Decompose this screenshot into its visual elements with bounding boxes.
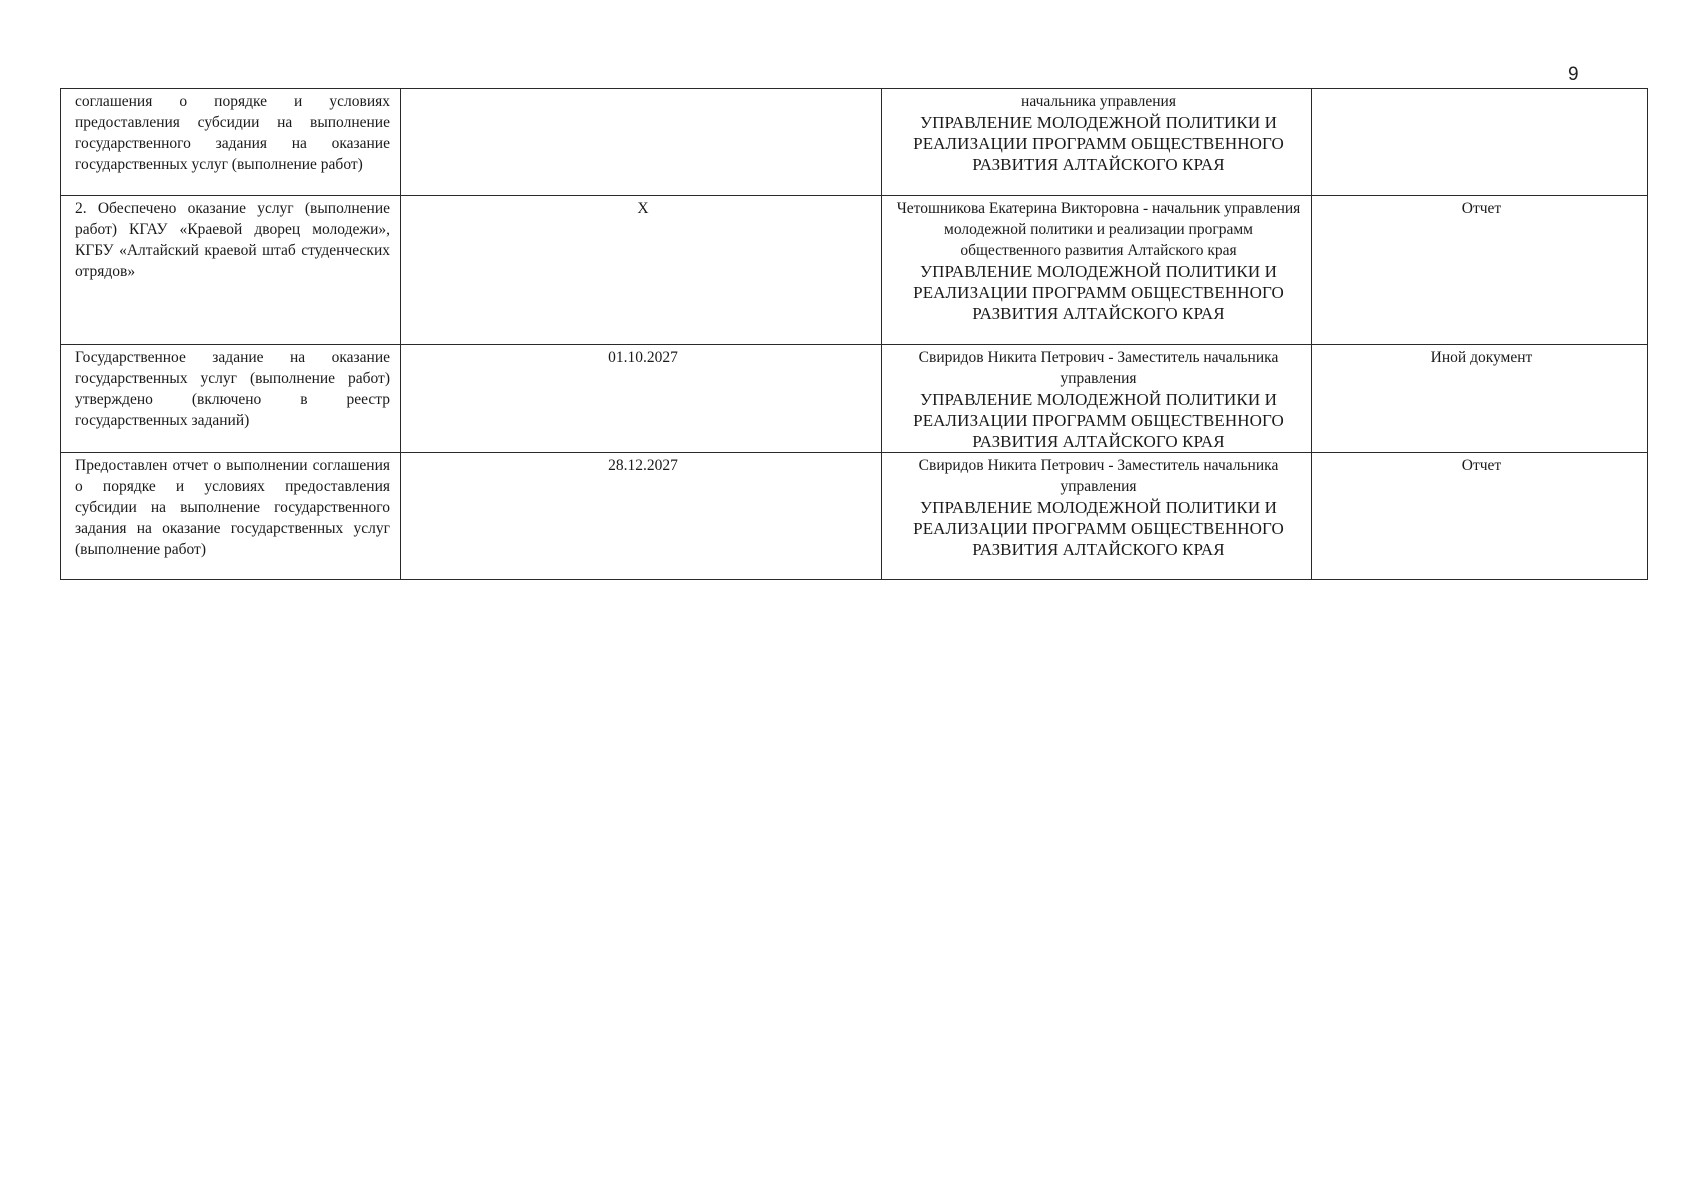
responsible-cell (882, 196, 1312, 345)
responsible-cell (882, 345, 1312, 453)
responsible-cell (882, 89, 1312, 196)
responsible-org: УПРАВЛЕНИЕ МОЛОДЕЖНОЙ ПОЛИТИКИ И РЕАЛИЗАЦИИ ПРОГРАММ ОБЩЕСТВЕННОГО РАЗВИТИЯ АЛТАЙСКОГО КРАЯ (913, 262, 1284, 323)
responsible-cell (882, 453, 1312, 580)
page-number: 9 (1568, 64, 1579, 85)
table-row (61, 345, 1648, 453)
responsible-person: Свиридов Никита Петрович - Заместитель начальника управления (918, 349, 1279, 387)
date-cell: X (401, 196, 882, 345)
table-row (61, 196, 1648, 345)
document-cell: Иной документ (1312, 345, 1648, 453)
document-cell (1312, 89, 1648, 196)
event-cell: соглашения о порядке и условиях предоставления субсидии на выполнение государственного задания на оказание государственных услуг (выполнение работ) (61, 89, 401, 196)
responsible-org: УПРАВЛЕНИЕ МОЛОДЕЖНОЙ ПОЛИТИКИ И РЕАЛИЗАЦИИ ПРОГРАММ ОБЩЕСТВЕННОГО РАЗВИТИЯ АЛТАЙСКОГО КРАЯ (913, 113, 1284, 174)
date-cell: 28.12.2027 (401, 453, 882, 580)
document-cell: Отчет (1312, 196, 1648, 345)
responsible-person: начальника управления (1021, 93, 1176, 110)
responsible-person: Свиридов Никита Петрович - Заместитель начальника управления (918, 457, 1279, 495)
responsible-org: УПРАВЛЕНИЕ МОЛОДЕЖНОЙ ПОЛИТИКИ И РЕАЛИЗАЦИИ ПРОГРАММ ОБЩЕСТВЕННОГО РАЗВИТИЯ АЛТАЙСКОГО КРАЯ (913, 390, 1284, 451)
event-cell: Предоставлен отчет о выполнении соглашения о порядке и условиях предоставления субсидии на выполнение государственного задания на оказание государственных услуг (выполнение работ) (61, 453, 401, 580)
table-row (61, 453, 1648, 580)
date-cell: 01.10.2027 (401, 345, 882, 453)
date-cell (401, 89, 882, 196)
event-cell: 2. Обеспечено оказание услуг (выполнение работ) КГАУ «Краевой дворец молодежи», КГБУ «Алтайский краевой штаб студенческих отрядов» (61, 196, 401, 345)
responsible-org: УПРАВЛЕНИЕ МОЛОДЕЖНОЙ ПОЛИТИКИ И РЕАЛИЗАЦИИ ПРОГРАММ ОБЩЕСТВЕННОГО РАЗВИТИЯ АЛТАЙСКОГО КРАЯ (913, 498, 1284, 559)
plan-table (60, 88, 1648, 580)
document-cell: Отчет (1312, 453, 1648, 580)
responsible-person: Четошникова Екатерина Викторовна - начальник управления молодежной политики и реализации программ общественного развития Алтайского края (896, 200, 1301, 259)
table-row (61, 89, 1648, 196)
event-cell: Государственное задание на оказание государственных услуг (выполнение работ) утверждено (включено в реестр государственных заданий) (61, 345, 401, 453)
